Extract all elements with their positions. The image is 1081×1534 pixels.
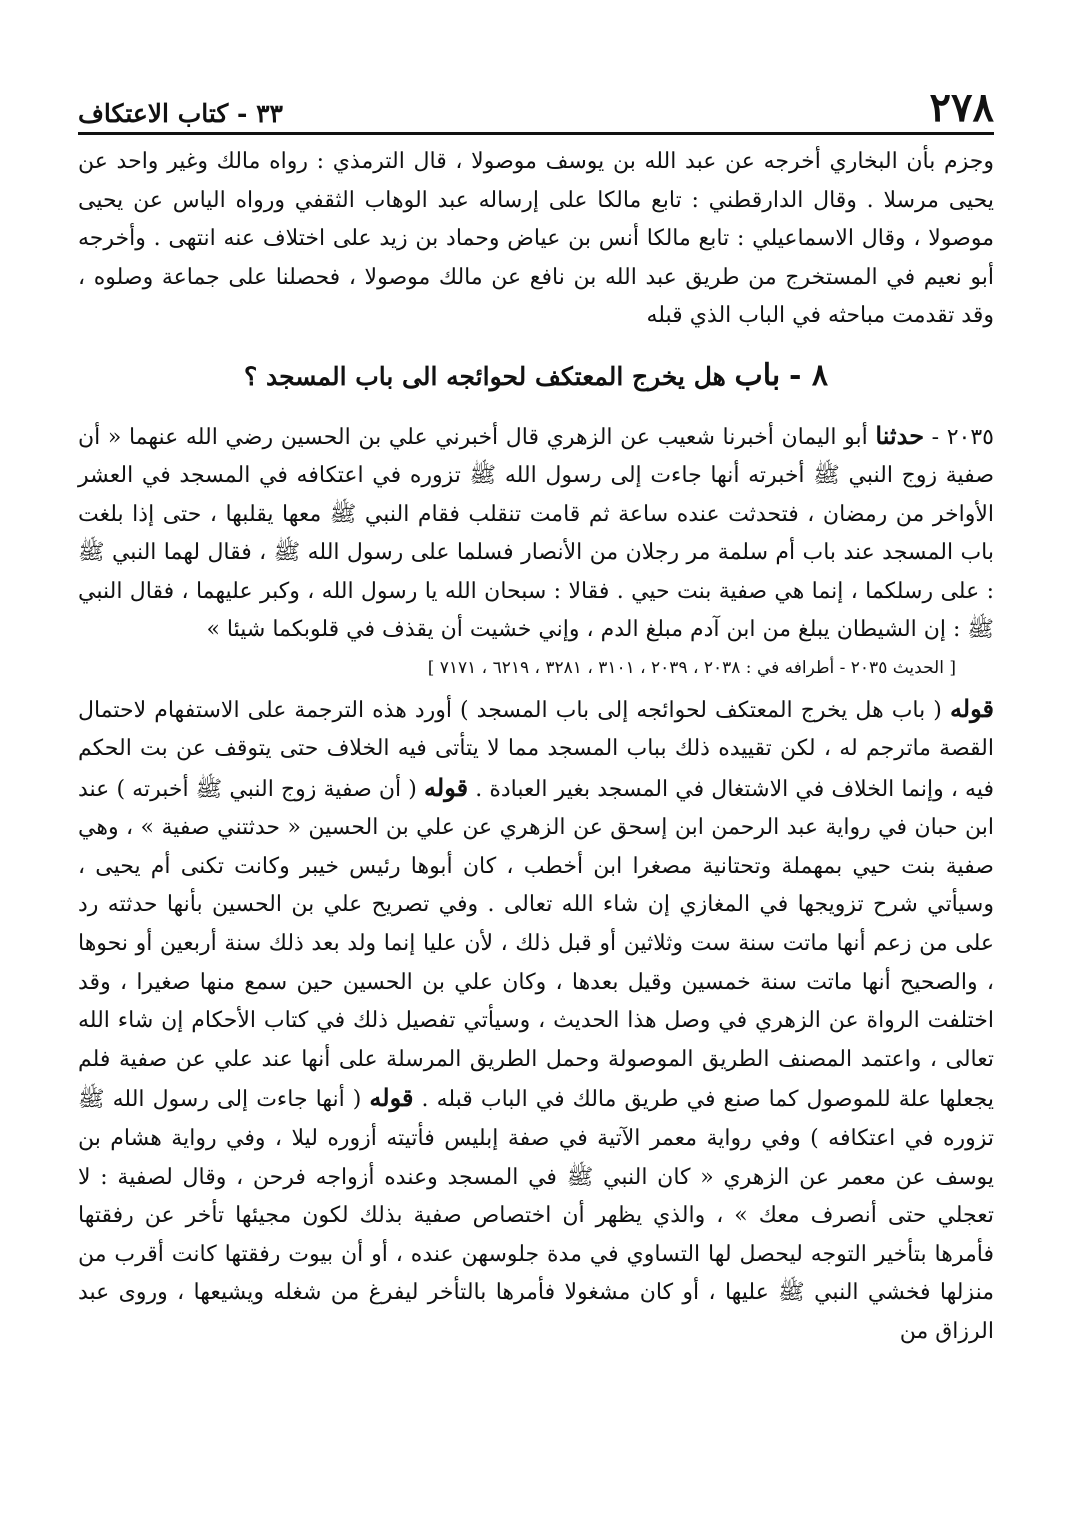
chapter-title: هل يخرج المعتكف لحوائجه الى باب المسجد ؟ [243,361,726,391]
paragraph-intro: وجزم بأن البخاري أخرجه عن عبد الله بن يوسف موصولا ، قال الترمذي : رواه مالك وغير واحد عن يحيى مرسلا . وقال الدارقطني : تابع مالكا على إرساله عبد الوهاب الثقفي ورواه الياس عن يحيى موصولا ، وقال الاسماعيلي : تابع مالكا أنس بن عياض وحماد بن زيد على اختلاف عنه انتهى . وأخرجه أبو نعيم في المستخرج من طريق عبد الله بن نافع عن مالك موصولا ، فحصلنا على جماعة وصلوه ، وقد تقدمت مباحثه في الباب الذي قبله [78,149,994,328]
qawl-label-3: قوله [369,1083,414,1113]
chapter-number: ٨ - [789,357,829,393]
running-title: ٣٣ - كتاب الاعتكاف [78,99,283,128]
commentary-part-3: ( أنها جاءت إلى رسول الله ﷺ تزوره في اعتكافه ) وفي رواية معمر الآتية في صفة إبليس فأتيته أزوره ليلا ، وفي رواية هشام بن يوسف عن معمر عن الزهري « كان النبي ﷺ في المسجد وعنده أزواجه فرحن ، وقال لصفية : لا تعجلي حتى أنصرف معك » ، والذي يظهر أن اختصاص صفية بذلك لكون مجيئها تأخر عن رفقتها فأمرها بتأخير التوجه ليحصل لها التساوي في مدة جلوسهن عنده ، أو أن بيوت رفقتها كانت أقرب من منزلها فخشي النبي ﷺ عليها ، أو كان مشغولا فأمرها بالتأخر ليفرغ من شغله ويشيعها ، وروى عبد الرزاق من [78,1087,994,1344]
hadith-body: أبو اليمان أخبرنا شعيب عن الزهري قال أخبرني علي بن الحسين رضي الله عنهما « أن صفية زوج النبي ﷺ أخبرته أنها جاءت إلى رسول الله ﷺ تزوره في اعتكافه في المسجد في العشر الأواخر من رمضان ، فتحدثت عنده ساعة ثم قامت تنقلب فقام النبي ﷺ معها يقلبها ، حتى إذا بلغت باب المسجد عند باب أم سلمة مر رجلان من الأنصار فسلما على رسول الله ﷺ ، فقال لهما النبي ﷺ : على رسلكما ، إنما هي صفية بنت حيي . فقالا : سبحان الله يا رسول الله ، وكبر عليهما ، فقال النبي ﷺ : إن الشيطان يبلغ من ابن آدم مبلغ الدم ، وإني خشيت أن يقذف في قلوبكما شيئا » [78,424,994,642]
page-header [78,70,994,135]
hadith-references: [ الحديث ٢٠٣٥ - أطرافه في : ٢٠٣٨ ، ٢٠٣٩ ، ٣١٠١ ، ٣٢٨١ ، ٦٢١٩ ، ٧١٧١ ] [427,657,956,678]
qawl-label-1: قوله [949,693,994,723]
commentary-part-1: ( باب هل يخرج المعتكف لحوائجه إلى باب المسجد ) أورد هذه الترجمة على الاستفهام لاحتمال القصة ماترجم له ، لكن تقييده ذلك بباب المسجد مما لا يتأتى فيه الخلاف حتى يتوقف عن بت الحكم فيه ، وإنما الخلاف في الاشتغال في المسجد بغير العبادة . [78,697,995,802]
qawl-label-2: قوله [424,772,469,802]
commentary [78,690,994,1352]
hadith-text [78,417,994,650]
commentary-part-2: ( أن صفية زوج النبي ﷺ أخبرته ) عند ابن حبان في رواية عبد الرحمن ابن إسحق عن الزهري عن علي بن الحسين « حدثتني صفية » ، وهي صفية بنت حيي بمهملة وتحتانية مصغرا ابن أخطب ، كان أبوها رئيس خيبر وكانت تكنى أم يحيى ، وسيأتي شرح تزويجها في المغازي إن شاء الله تعالى . وفي تصريح علي بن الحسين بأنها حدثته رد على من زعم أنها ماتت سنة ست وثلاثين أو قبل ذلك ، لأن عليا إنما ولد بعد ذلك سنة أربعين أو نحوها ، والصحيح أنها ماتت سنة خمسين وقيل بعدها ، وكان علي بن الحسين حين سمع منها صغيرا ، وقد اختلفت الرواة عن الزهري في وصل هذا الحديث ، وسيأتي تفصيل ذلك في كتاب الأحكام إن شاء الله تعالى ، واعتمد المصنف الطريق الموصولة وحمل الطريق المرسلة على أنها عند علي عن صفية فلم يجعلها علة للموصول كما صنع في طريق مالك في الباب قبله . [78,776,995,1113]
page [78,70,994,1352]
page-number: ٢٧٨ [929,84,994,131]
chapter-label: باب [734,357,781,393]
chapter-heading [78,358,994,395]
hadith-number: ٢٠٣٥ - [931,424,994,450]
hadith-keyword: حدثنا [875,420,925,450]
